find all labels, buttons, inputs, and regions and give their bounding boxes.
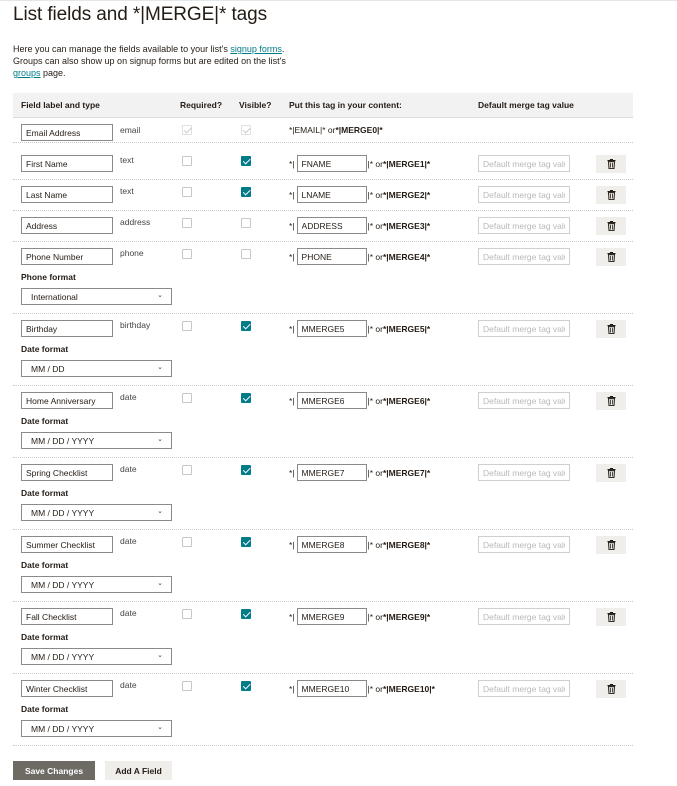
merge-tag-input[interactable] [297, 608, 367, 625]
chevron-down-icon: ⌄ [157, 580, 163, 587]
visible-checkbox[interactable] [241, 249, 251, 259]
format-select[interactable]: MM / DD ⌄ [21, 360, 172, 377]
field-type: date [120, 680, 137, 690]
chevron-down-icon: ⌄ [157, 364, 163, 371]
field-label-input[interactable] [21, 155, 113, 172]
required-checkbox[interactable] [182, 465, 192, 475]
header-default-value: Default merge tag value [478, 100, 574, 110]
merge-tag: *| MMERGE7 |* or *|MERGE7|* [289, 464, 430, 481]
delete-field-button[interactable] [596, 608, 626, 626]
visible-checkbox[interactable] [241, 321, 251, 331]
table-row [13, 180, 633, 211]
delete-field-button[interactable] [596, 536, 626, 554]
visible-checkbox[interactable] [241, 537, 251, 547]
visible-checkbox[interactable] [241, 218, 251, 228]
delete-field-button[interactable] [596, 155, 626, 173]
merge-tag: *| ADDRESS |* or *|MERGE3|* [289, 217, 430, 234]
trash-icon [607, 612, 616, 622]
format-label: Date format [21, 488, 69, 498]
merge-tag-input[interactable] [297, 320, 367, 337]
field-type: text [120, 186, 134, 196]
format-select[interactable]: MM / DD / YYYY ⌄ [21, 432, 172, 449]
format-label: Date format [21, 344, 69, 354]
merge-tag-input[interactable] [297, 155, 367, 172]
field-type: date [120, 536, 137, 546]
header-merge-tag: Put this tag in your content: [289, 100, 402, 110]
merge-tag-input[interactable] [297, 217, 367, 234]
table-row [13, 314, 633, 386]
delete-field-button[interactable] [596, 248, 626, 266]
merge-tag-input[interactable] [297, 248, 367, 265]
chevron-down-icon: ⌄ [157, 724, 163, 731]
trash-icon [607, 221, 616, 231]
add-field-button[interactable]: Add A Field [105, 761, 172, 780]
header-field-label: Field label and type [21, 100, 100, 110]
merge-tag: *| MMERGE6 |* or *|MERGE6|* [289, 392, 430, 409]
field-label-input[interactable] [21, 392, 113, 409]
required-checkbox[interactable] [182, 609, 192, 619]
field-type: email [120, 125, 141, 135]
required-checkbox[interactable] [182, 218, 192, 228]
trash-icon [607, 396, 616, 406]
field-label-input[interactable] [21, 248, 113, 265]
delete-field-button[interactable] [596, 464, 626, 482]
trash-icon [607, 468, 616, 478]
required-checkbox[interactable] [182, 249, 192, 259]
default-value-input[interactable] [478, 248, 570, 265]
merge-tag-input[interactable] [297, 464, 367, 481]
field-type: phone [120, 248, 144, 258]
save-changes-button[interactable]: Save Changes [13, 761, 95, 780]
table-row [13, 242, 633, 314]
merge-tag: *| MMERGE8 |* or *|MERGE8|* [289, 536, 430, 553]
merge-tag-input[interactable] [297, 392, 367, 409]
page-title: List fields and *|MERGE|* tags [13, 4, 267, 25]
format-label: Phone format [21, 272, 76, 282]
field-label-input[interactable] [21, 536, 113, 553]
signup-forms-link[interactable]: signup forms [230, 44, 282, 54]
required-checkbox[interactable] [182, 321, 192, 331]
header-required: Required? [180, 100, 223, 110]
visible-checkbox[interactable] [241, 609, 251, 619]
required-checkbox[interactable] [182, 187, 192, 197]
chevron-down-icon: ⌄ [157, 436, 163, 443]
default-value-input[interactable] [478, 155, 570, 172]
merge-tag: *| MMERGE5 |* or *|MERGE5|* [289, 320, 430, 337]
format-select[interactable]: MM / DD / YYYY ⌄ [21, 504, 172, 521]
default-value-input[interactable] [478, 320, 570, 337]
format-label: Date format [21, 704, 69, 714]
default-value-input[interactable] [478, 680, 570, 697]
table-row [13, 211, 633, 242]
required-checkbox[interactable] [182, 537, 192, 547]
top-border [0, 0, 677, 1]
format-select[interactable]: MM / DD / YYYY ⌄ [21, 648, 172, 665]
merge-tag: *| PHONE |* or *|MERGE4|* [289, 248, 430, 265]
merge-tag: *| MMERGE10 |* or *|MERGE10|* [289, 680, 435, 697]
trash-icon [607, 684, 616, 694]
intro-text: Here you can manage the fields available to your list's signup forms. Groups can also show up on signup forms but are edited on the list's groups page. [13, 44, 286, 78]
field-type: birthday [120, 320, 151, 330]
table-row [13, 602, 633, 674]
merge-tag: *| FNAME |* or *|MERGE1|* [289, 155, 430, 172]
field-label-input[interactable] [21, 124, 113, 141]
default-value-input[interactable] [478, 464, 570, 481]
delete-field-button[interactable] [596, 392, 626, 410]
groups-link[interactable]: groups [13, 68, 41, 78]
required-checkbox[interactable] [182, 393, 192, 403]
table-row [13, 674, 633, 746]
chevron-down-icon: ⌄ [157, 292, 163, 299]
field-type: date [120, 608, 137, 618]
merge-tag-input[interactable] [297, 186, 367, 203]
trash-icon [607, 252, 616, 262]
field-label-input[interactable] [21, 186, 113, 203]
field-type: date [120, 464, 137, 474]
format-label: Date format [21, 560, 69, 570]
table-row-email [13, 118, 633, 143]
trash-icon [607, 159, 616, 169]
default-value-input[interactable] [478, 608, 570, 625]
merge-tag-input[interactable] [297, 680, 367, 697]
trash-icon [607, 324, 616, 334]
table-row [13, 458, 633, 530]
field-label-input[interactable] [21, 320, 113, 337]
field-label-input[interactable] [21, 608, 113, 625]
required-checkbox[interactable] [182, 156, 192, 166]
required-checkbox [182, 125, 192, 135]
merge-tag: *|EMAIL|* or *|MERGE0|* [289, 125, 383, 135]
format-select[interactable]: International ⌄ [21, 288, 172, 305]
merge-tag: *| LNAME |* or *|MERGE2|* [289, 186, 430, 203]
merge-tag: *| MMERGE9 |* or *|MERGE9|* [289, 608, 430, 625]
visible-checkbox[interactable] [241, 156, 251, 166]
delete-field-button[interactable] [596, 680, 626, 698]
field-label-input[interactable] [21, 217, 113, 234]
delete-field-button[interactable] [596, 186, 626, 204]
format-label: Date format [21, 416, 69, 426]
visible-checkbox[interactable] [241, 393, 251, 403]
table-row [13, 386, 633, 458]
default-value-input[interactable] [478, 217, 570, 234]
trash-icon [607, 540, 616, 550]
visible-checkbox[interactable] [241, 465, 251, 475]
chevron-down-icon: ⌄ [157, 508, 163, 515]
trash-icon [607, 190, 616, 200]
chevron-down-icon: ⌄ [157, 652, 163, 659]
visible-checkbox [241, 125, 251, 135]
header-visible: Visible? [239, 100, 272, 110]
field-type: text [120, 155, 134, 165]
format-select[interactable]: MM / DD / YYYY ⌄ [21, 576, 172, 593]
default-value-input[interactable] [478, 186, 570, 203]
default-value-input[interactable] [478, 536, 570, 553]
visible-checkbox[interactable] [241, 187, 251, 197]
format-select[interactable]: MM / DD / YYYY ⌄ [21, 720, 172, 737]
merge-tag-input[interactable] [297, 536, 367, 553]
field-type: address [120, 217, 151, 227]
table-row [13, 149, 633, 180]
delete-field-button[interactable] [596, 320, 626, 338]
table-header [13, 93, 633, 118]
field-type: date [120, 392, 137, 402]
field-label-input[interactable] [21, 464, 113, 481]
visible-checkbox[interactable] [241, 681, 251, 691]
table-row [13, 530, 633, 602]
field-label-input[interactable] [21, 680, 113, 697]
required-checkbox[interactable] [182, 681, 192, 691]
default-value-input[interactable] [478, 392, 570, 409]
delete-field-button[interactable] [596, 217, 626, 235]
format-label: Date format [21, 632, 69, 642]
